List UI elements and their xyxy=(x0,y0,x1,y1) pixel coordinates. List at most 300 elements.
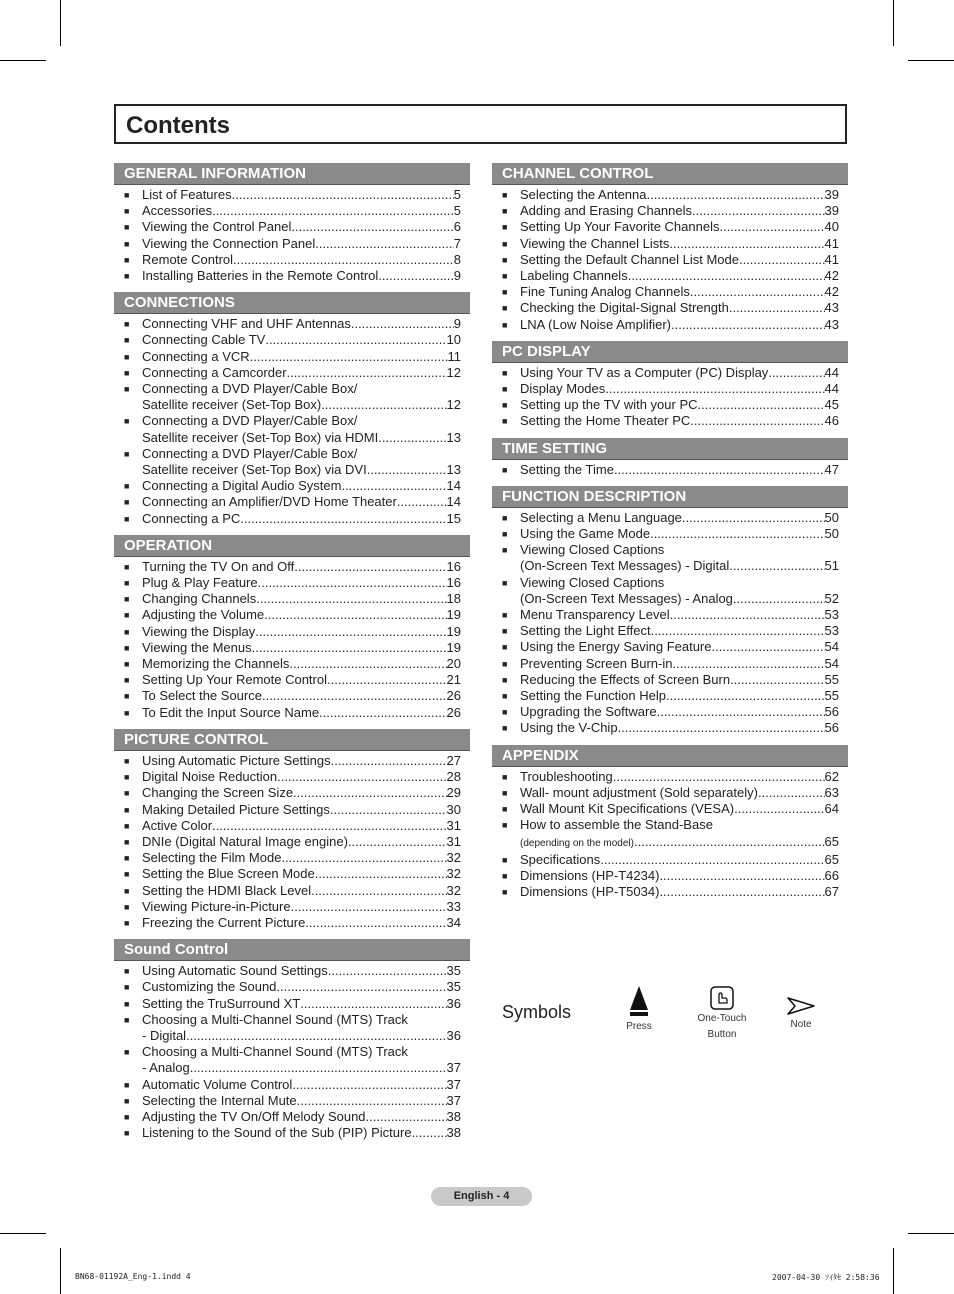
toc-entry-title: Choosing a Multi-Channel Sound (MTS) Track xyxy=(142,1044,408,1060)
page-number: 44 xyxy=(824,381,839,397)
toc-entry[interactable] xyxy=(114,688,470,704)
leader-dots xyxy=(733,591,825,607)
toc-entry-text: Adjusting the TV On/Off Melody Sound xyxy=(142,1108,366,1124)
toc-entry[interactable] xyxy=(114,1012,470,1044)
page-number: 5 xyxy=(453,203,461,219)
toc-entry[interactable] xyxy=(492,884,848,900)
toc-entry[interactable] xyxy=(492,542,848,574)
toc-entry-line xyxy=(142,656,461,672)
leader-dots xyxy=(730,672,824,688)
page-number: 67 xyxy=(824,884,839,900)
toc-entry[interactable] xyxy=(114,769,470,785)
toc-entry[interactable] xyxy=(492,365,848,381)
toc-entry[interactable] xyxy=(492,769,848,785)
toc-entry-line xyxy=(520,558,839,574)
toc-entry-line xyxy=(520,236,839,252)
page-number: 14 xyxy=(446,478,461,494)
toc-entry-text: Setting the Default Channel List Mode xyxy=(520,251,739,267)
section-appendix xyxy=(492,745,848,901)
toc-entry[interactable] xyxy=(114,478,470,494)
toc-entry-text: Connecting a Camcorder xyxy=(142,364,287,380)
toc-entry[interactable] xyxy=(114,1077,470,1093)
toc-entry[interactable] xyxy=(114,446,470,478)
page-number: 9 xyxy=(453,268,461,284)
bullet-icon: ■ xyxy=(502,512,508,523)
toc-entry[interactable] xyxy=(114,915,470,931)
page-number: 53 xyxy=(824,623,839,639)
toc-entry[interactable] xyxy=(114,705,470,721)
leader-dots xyxy=(351,316,454,332)
toc-entry-text: Using the V-Chip xyxy=(520,720,618,736)
toc-list xyxy=(492,187,848,333)
toc-entry-text: Upgrading the Software xyxy=(520,704,657,720)
crop-mark xyxy=(908,1233,954,1234)
toc-entry-text: Remote Control xyxy=(142,251,234,267)
toc-entry[interactable] xyxy=(114,187,470,203)
toc-entry[interactable] xyxy=(114,219,470,235)
toc-list xyxy=(114,753,470,931)
toc-entry-text: (depending on the model) xyxy=(520,837,634,849)
toc-entry-line xyxy=(142,963,461,979)
page-title: Contents xyxy=(126,112,230,139)
toc-entry-line xyxy=(520,252,839,268)
toc-entry-line xyxy=(520,672,839,688)
toc-entry-line xyxy=(520,656,839,672)
toc-entry[interactable] xyxy=(114,785,470,801)
toc-entry[interactable] xyxy=(114,624,470,640)
leader-dots xyxy=(311,883,446,899)
leader-dots xyxy=(659,868,824,884)
page-number: 13 xyxy=(446,462,461,478)
toc-entry-text: Using the Energy Saving Feature xyxy=(520,639,712,655)
toc-entry[interactable] xyxy=(114,656,470,672)
toc-entry[interactable] xyxy=(492,575,848,607)
toc-entry-line xyxy=(520,268,839,284)
toc-entry[interactable] xyxy=(114,494,470,510)
toc-entry-text: Listening to the Sound of the Sub (PIP) Picture xyxy=(142,1125,412,1141)
toc-entry-text: Setting the Function Help xyxy=(520,688,666,704)
toc-entry-line xyxy=(520,639,839,655)
page-number: 41 xyxy=(824,235,839,251)
toc-entry[interactable] xyxy=(492,672,848,688)
leader-dots xyxy=(397,494,447,510)
symbols-title: Symbols xyxy=(502,1002,572,1022)
bullet-icon: ■ xyxy=(502,870,508,881)
one-touch-symbol xyxy=(692,986,752,1040)
toc-entry-line xyxy=(142,866,461,882)
toc-entry-text: Setting up the TV with your PC xyxy=(520,397,698,413)
toc-list xyxy=(492,769,848,901)
page-number: 32 xyxy=(446,866,461,882)
leader-dots xyxy=(690,284,825,300)
page-number: 32 xyxy=(446,882,461,898)
toc-entry[interactable] xyxy=(492,462,848,478)
toc-entry[interactable] xyxy=(114,883,470,899)
crop-mark xyxy=(893,1248,894,1294)
toc-entry[interactable] xyxy=(114,672,470,688)
toc-entry-text: Setting the Light Effect xyxy=(520,623,651,639)
leader-dots xyxy=(670,607,825,623)
page-number: 8 xyxy=(453,251,461,267)
toc-entry-text: Wall Mount Kit Specifications (VESA) xyxy=(520,801,735,817)
page-number: 42 xyxy=(824,268,839,284)
toc-entry-text: Using Automatic Sound Settings xyxy=(142,963,328,979)
page-number: 28 xyxy=(446,769,461,785)
bullet-icon: ■ xyxy=(502,367,508,378)
toc-entry-text: LNA (Low Noise Amplifier) xyxy=(520,316,671,332)
page-number: 42 xyxy=(824,284,839,300)
toc-entry-text: Freezing the Current Picture xyxy=(142,914,306,930)
toc-entry[interactable] xyxy=(492,656,848,672)
leader-dots xyxy=(252,640,447,656)
toc-entry[interactable] xyxy=(492,381,848,397)
toc-list xyxy=(114,963,470,1141)
page-number: 55 xyxy=(824,688,839,704)
toc-entry[interactable] xyxy=(114,818,470,834)
page-number: 18 xyxy=(446,591,461,607)
toc-entry[interactable] xyxy=(492,317,848,333)
bullet-icon: ■ xyxy=(124,206,130,217)
leader-dots xyxy=(657,704,825,720)
toc-entry[interactable] xyxy=(114,349,470,365)
bullet-icon: ■ xyxy=(124,675,130,686)
toc-entry[interactable] xyxy=(114,996,470,1012)
toc-entry[interactable] xyxy=(114,753,470,769)
section-picture xyxy=(114,729,470,931)
print-date-info: 2007-04-30 ｿｲﾀｾ 2:58:36 xyxy=(772,1273,880,1282)
bullet-icon: ■ xyxy=(124,707,130,718)
toc-entry[interactable] xyxy=(114,236,470,252)
toc-entry[interactable] xyxy=(492,284,848,300)
toc-list xyxy=(114,559,470,721)
leader-dots xyxy=(698,397,825,413)
page-number: 55 xyxy=(824,671,839,687)
page-number: 43 xyxy=(824,300,839,316)
page-number: 5 xyxy=(453,187,461,202)
press-label: Press xyxy=(626,1021,652,1032)
toc-entry[interactable] xyxy=(114,332,470,348)
leader-dots xyxy=(412,1125,447,1141)
section-header-operation: OPERATION xyxy=(114,535,470,557)
toc-entry-line xyxy=(142,430,461,446)
toc-entry[interactable] xyxy=(492,623,848,639)
toc-entry[interactable] xyxy=(114,316,470,332)
toc-entry-title: Connecting a DVD Player/Cable Box/ xyxy=(142,413,358,429)
page-number: 53 xyxy=(824,607,839,623)
page-number: 54 xyxy=(824,655,839,671)
contents-title-box xyxy=(114,104,847,144)
toc-entry[interactable] xyxy=(492,252,848,268)
toc-entry[interactable] xyxy=(114,575,470,591)
toc-entry-line xyxy=(142,1077,461,1093)
page-number: 62 xyxy=(824,768,839,784)
toc-entry[interactable] xyxy=(492,236,848,252)
toc-entry[interactable] xyxy=(492,720,848,736)
toc-entry-text: - Digital xyxy=(142,1027,187,1043)
toc-entry[interactable] xyxy=(114,365,470,381)
toc-entry[interactable] xyxy=(492,397,848,413)
toc-entry[interactable] xyxy=(492,268,848,284)
toc-entry-line xyxy=(142,899,461,915)
leader-dots xyxy=(321,397,446,413)
one-touch-button-icon xyxy=(710,986,734,1010)
toc-entry[interactable] xyxy=(492,785,848,801)
section-general xyxy=(114,163,470,284)
toc-entry[interactable] xyxy=(114,1093,470,1109)
leader-dots xyxy=(281,850,446,866)
toc-entry-line xyxy=(520,317,839,333)
toc-entry-text: Viewing the Control Panel xyxy=(142,219,292,235)
crop-mark xyxy=(60,1248,61,1294)
toc-entry-text: Wall- mount adjustment (Sold separately) xyxy=(520,784,758,800)
toc-entry[interactable] xyxy=(492,852,848,868)
page-number: 64 xyxy=(824,801,839,817)
page-number: 50 xyxy=(824,509,839,525)
toc-entry[interactable] xyxy=(492,203,848,219)
toc-entry[interactable] xyxy=(114,268,470,284)
toc-entry-text: - Analog xyxy=(142,1060,190,1076)
toc-entry-line xyxy=(520,187,839,203)
leader-dots xyxy=(666,688,825,704)
bullet-icon: ■ xyxy=(124,869,130,880)
page-number: 35 xyxy=(446,963,461,979)
crop-mark xyxy=(60,0,61,46)
toc-entry-text: (On-Screen Text Messages) - Analog xyxy=(520,590,733,606)
leader-dots xyxy=(190,1060,447,1076)
toc-entry[interactable] xyxy=(114,607,470,623)
note-icon xyxy=(787,996,815,1016)
bullet-icon: ■ xyxy=(124,772,130,783)
toc-entry-text: Specifications xyxy=(520,851,601,867)
toc-entry[interactable] xyxy=(492,801,848,817)
leader-dots xyxy=(212,203,454,219)
toc-entry[interactable] xyxy=(114,640,470,656)
page-number: 46 xyxy=(824,413,839,429)
toc-entry[interactable] xyxy=(114,963,470,979)
toc-entry-text: Setting the HDMI Black Level xyxy=(142,882,312,898)
leader-dots xyxy=(634,834,825,850)
toc-entry-line xyxy=(142,1028,461,1044)
bullet-icon: ■ xyxy=(502,271,508,282)
bullet-icon: ■ xyxy=(124,561,130,572)
toc-entry[interactable] xyxy=(114,1125,470,1141)
page-number: 26 xyxy=(446,704,461,720)
bullet-icon: ■ xyxy=(502,723,508,734)
toc-entry[interactable] xyxy=(492,219,848,235)
bullet-icon: ■ xyxy=(124,853,130,864)
note-symbol xyxy=(782,996,820,1030)
bullet-icon: ■ xyxy=(502,577,508,588)
page-number: 65 xyxy=(824,851,839,867)
toc-entry-text: Connecting VHF and UHF Antennas xyxy=(142,316,351,332)
toc-entry[interactable] xyxy=(114,511,470,527)
page-number: 26 xyxy=(446,688,461,704)
toc-entry-title: Connecting a DVD Player/Cable Box/ xyxy=(142,381,358,397)
toc-entry[interactable] xyxy=(492,607,848,623)
toc-entry-text: Viewing the Channel Lists xyxy=(520,235,670,251)
toc-entry-line xyxy=(520,462,839,478)
press-icon xyxy=(628,986,650,1018)
toc-entry-text: Connecting a VCR xyxy=(142,348,250,364)
toc-entry[interactable] xyxy=(114,802,470,818)
page-number: 56 xyxy=(824,704,839,720)
bullet-icon: ■ xyxy=(502,658,508,669)
toc-entry-text: Changing Channels xyxy=(142,591,257,607)
toc-entry-line xyxy=(142,607,461,623)
page-number: 16 xyxy=(446,575,461,591)
toc-entry-text: Viewing Picture-in-Picture xyxy=(142,898,291,914)
toc-entry-title: How to assemble the Stand-Base xyxy=(520,817,713,833)
leader-dots xyxy=(729,300,825,316)
toc-entry[interactable] xyxy=(492,704,848,720)
section-operation xyxy=(114,535,470,721)
toc-entry-text: Connecting Cable TV xyxy=(142,332,266,348)
toc-entry-text: Setting the Blue Screen Mode xyxy=(142,866,315,882)
toc-entry-text: DNIe (Digital Natural Image engine) xyxy=(142,833,348,849)
toc-entry-line xyxy=(142,268,461,284)
toc-entry-text: Fine Tuning Analog Channels xyxy=(520,284,690,300)
toc-entry[interactable] xyxy=(492,868,848,884)
toc-entry[interactable] xyxy=(492,817,848,851)
leader-dots xyxy=(341,478,446,494)
toc-entry[interactable] xyxy=(114,203,470,219)
leader-dots xyxy=(297,1093,447,1109)
toc-entry-line xyxy=(520,868,839,884)
toc-entry[interactable] xyxy=(492,187,848,203)
bullet-icon: ■ xyxy=(502,691,508,702)
toc-entry[interactable] xyxy=(114,899,470,915)
left-column xyxy=(114,163,470,1149)
page-number: 35 xyxy=(446,979,461,995)
bullet-icon: ■ xyxy=(502,787,508,798)
toc-entry-text: Connecting an Amplifier/DVD Home Theater xyxy=(142,494,397,510)
toc-entry[interactable] xyxy=(114,1109,470,1125)
toc-entry-text: Connecting a Digital Audio System xyxy=(142,478,342,494)
bullet-icon: ■ xyxy=(124,578,130,589)
leader-dots xyxy=(262,688,447,704)
toc-entry-line xyxy=(142,478,461,494)
toc-entry-title: Choosing a Multi-Channel Sound (MTS) Track xyxy=(142,1011,408,1027)
toc-entry[interactable] xyxy=(114,252,470,268)
leader-dots xyxy=(729,558,824,574)
section-channel xyxy=(492,163,848,333)
leader-dots xyxy=(719,219,824,235)
toc-entry[interactable] xyxy=(114,381,470,413)
toc-entry-line xyxy=(142,883,461,899)
toc-entry-line xyxy=(142,252,461,268)
bullet-icon: ■ xyxy=(502,238,508,249)
page-number: 13 xyxy=(446,429,461,445)
page-number: 7 xyxy=(453,235,461,251)
toc-list xyxy=(492,365,848,430)
bullet-icon: ■ xyxy=(502,400,508,411)
section-sound xyxy=(114,939,470,1141)
toc-entry-text: Connecting a PC xyxy=(142,510,241,526)
toc-entry-text: Selecting a Menu Language xyxy=(520,509,682,525)
page-number: 65 xyxy=(824,833,839,849)
toc-entry[interactable] xyxy=(114,850,470,866)
bullet-icon: ■ xyxy=(124,998,130,1009)
bullet-icon: ■ xyxy=(502,610,508,621)
toc-entry-line xyxy=(142,575,461,591)
toc-entry[interactable] xyxy=(492,510,848,526)
bullet-icon: ■ xyxy=(124,788,130,799)
bullet-icon: ■ xyxy=(502,222,508,233)
toc-entry-text: Customizing the Sound xyxy=(142,979,277,995)
bullet-icon: ■ xyxy=(124,367,130,378)
toc-entry-line xyxy=(520,413,839,429)
toc-entry[interactable] xyxy=(114,591,470,607)
toc-entry-line xyxy=(520,219,839,235)
toc-entry[interactable] xyxy=(492,300,848,316)
bullet-icon: ■ xyxy=(502,545,508,556)
toc-entry[interactable] xyxy=(114,866,470,882)
one-touch-label: One-Touch xyxy=(697,1013,747,1024)
toc-entry-text: Dimensions (HP-T4234) xyxy=(520,867,660,883)
leader-dots xyxy=(712,639,825,655)
toc-entry-text: Adding and Erasing Channels xyxy=(520,203,693,219)
page-number: 37 xyxy=(446,1060,461,1076)
toc-entry[interactable] xyxy=(114,979,470,995)
toc-entry[interactable] xyxy=(492,688,848,704)
leader-dots xyxy=(305,915,446,931)
section-header-pc: PC DISPLAY xyxy=(492,341,848,363)
toc-entry[interactable] xyxy=(492,413,848,429)
section-header-general: GENERAL INFORMATION xyxy=(114,163,470,185)
toc-entry-line xyxy=(142,494,461,510)
toc-entry-line xyxy=(142,688,461,704)
toc-entry-line xyxy=(142,349,461,365)
toc-entry-text: Labeling Channels xyxy=(520,268,628,284)
toc-entry[interactable] xyxy=(114,1044,470,1076)
bullet-icon: ■ xyxy=(502,254,508,265)
bullet-icon: ■ xyxy=(502,771,508,782)
leader-dots xyxy=(734,801,824,817)
toc-entry-line xyxy=(142,802,461,818)
bullet-icon: ■ xyxy=(502,416,508,427)
toc-entry[interactable] xyxy=(492,526,848,542)
leader-dots xyxy=(600,852,824,868)
toc-entry[interactable] xyxy=(492,639,848,655)
toc-entry-text: Menu Transparency Level xyxy=(520,607,670,623)
leader-dots xyxy=(294,559,446,575)
page-number: 39 xyxy=(824,187,839,202)
bullet-icon: ■ xyxy=(124,626,130,637)
toc-entry-line xyxy=(142,219,461,235)
leader-dots xyxy=(378,430,446,446)
toc-entry-text: Making Detailed Picture Settings xyxy=(142,801,330,817)
toc-entry-line xyxy=(520,591,839,607)
bullet-icon: ■ xyxy=(502,303,508,314)
leader-dots xyxy=(264,607,446,623)
bullet-icon: ■ xyxy=(124,982,130,993)
bullet-icon: ■ xyxy=(502,319,508,330)
leader-dots xyxy=(605,381,824,397)
toc-entry-line xyxy=(520,381,839,397)
toc-entry-line xyxy=(520,526,839,542)
leader-dots xyxy=(768,365,824,381)
toc-entry-text: Viewing the Display xyxy=(142,623,256,639)
leader-dots xyxy=(328,963,447,979)
toc-entry[interactable] xyxy=(114,413,470,445)
leader-dots xyxy=(647,187,825,203)
toc-entry[interactable] xyxy=(114,559,470,575)
page-number-badge: English - 4 xyxy=(431,1187,532,1206)
toc-entry-text: Automatic Volume Control xyxy=(142,1076,293,1092)
toc-entry[interactable] xyxy=(114,834,470,850)
toc-entry-text: Plug & Play Feature xyxy=(142,575,258,591)
toc-entry-title: Viewing Closed Captions xyxy=(520,542,665,558)
